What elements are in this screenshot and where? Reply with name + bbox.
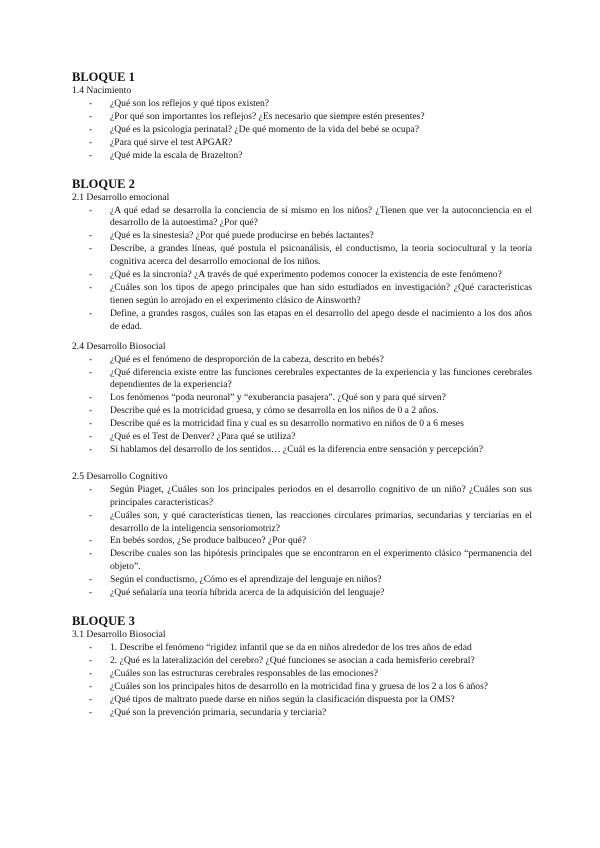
section-heading: 2.4 Desarrollo Biosocial (72, 340, 166, 352)
section-heading: 3.1 Desarrollo Biosocial (72, 629, 166, 640)
list-item (72, 418, 532, 431)
list-item (72, 642, 532, 655)
list-item (72, 124, 532, 137)
question-text: Según el conductismo, ¿Cómo es el aprendizaje del lenguaje en niños? (110, 574, 382, 586)
bullet-dash: - (89, 654, 93, 666)
spacer (72, 457, 532, 471)
question-text: Si hablamos del desarrollo de los sentidos… ¿Cuál es la diferencia entre sensación y percepción? (110, 443, 483, 455)
bloque-title: BLOQUE 2 (72, 176, 135, 191)
list-item (72, 282, 532, 308)
bullet-dash: - (89, 269, 93, 281)
question-text: 1. Describe el fenómeno “rigidez infantil que se da en niños alrededor de los tres años de edad (110, 642, 472, 653)
list-item (72, 367, 532, 393)
question-text: ¿Qué es el Test de Denver? ¿Para qué se utiliza? (110, 431, 296, 443)
question-text: ¿Qué son los reflejos y qué tipos existen? (110, 98, 270, 109)
question-text: Describe qué es la motricidad fina y cual es su desarrollo normativo en niños de 0 a 6 meses (110, 418, 464, 430)
section-heading: 2.1 Desarrollo emocional (72, 191, 170, 203)
spacer (72, 600, 532, 614)
list-item (72, 681, 532, 694)
bullet-dash: - (89, 98, 93, 109)
bullet-dash: - (89, 405, 93, 417)
bullet-dash: - (89, 574, 93, 586)
question-text: Define, a grandes rasgos, cuáles son las etapas en el desarrollo del apego desde el nacimiento a los dos años de edad. (110, 307, 532, 332)
bullet-dash: - (89, 535, 93, 547)
question-text: En bebés sordos, ¿Se produce balbuceo? ¿Por qué? (110, 535, 307, 547)
question-text: ¿Qué mide la escala de Brazelton? (110, 149, 243, 161)
question-text: ¿Qué es el fenómeno de desproporción de la cabeza, descrito en bebés? (110, 353, 384, 365)
list-item (72, 243, 532, 269)
bullet-dash: - (89, 483, 93, 495)
bullet-dash: - (89, 281, 93, 293)
question-text: Describe qué es la motricidad gruesa, y cómo se desarrolla en los niños de 0 a 2 años. (110, 405, 439, 417)
bullet-dash: - (89, 587, 93, 599)
question-text: Describe cuales son las hipótesis principales que se encontraron en el experimento clásico “permanencia del objeto”. (110, 548, 532, 573)
question-text: ¿Cuáles son las estructuras cerebrales responsables de las emociones? (110, 667, 378, 679)
list-item (72, 444, 532, 457)
question-text: ¿Qué son la prevención primaria, secundaria y terciaria? (110, 706, 327, 718)
list-item (72, 694, 532, 707)
question-text: ¿Cuáles son los principales hitos de desarrollo en la motricidad fina y gruesa de los 2 a los 6 años? (110, 680, 489, 692)
question-text: ¿Qué es la psicología perinatal? ¿De qué momento de la vida del bebé se ocupa? (110, 123, 420, 135)
bullet-dash: - (89, 509, 93, 521)
bullet-dash: - (89, 548, 93, 560)
bullet-dash: - (89, 431, 93, 443)
bullet-dash: - (89, 693, 93, 705)
bullet-dash: - (89, 443, 93, 455)
question-text: ¿Cuáles son, y qué características tienen, las reacciones circulares primarias, secundarias y terciarias en el desarrollo de la inteligencia sensoriomotriz? (110, 509, 532, 534)
bullet-dash: - (89, 230, 93, 242)
question-text: Describe, a grandes líneas, qué postula el psicoanálisis, el conductismo, la teoría sociocultural y la teoría cognitiva acerca del desarrollo emocional de los niños. (110, 243, 532, 268)
bullet-dash: - (89, 123, 93, 135)
list-item (72, 574, 532, 587)
question-text: Según Piaget, ¿Cuáles son los principales periodos en el desarrollo cognitivo de un niño? ¿Cuáles son sus principales características? (110, 483, 532, 508)
list-item (72, 668, 532, 681)
question-text: ¿Qué es la sinestesia? ¿Por qué puede producirse en bebés lactantes? (110, 230, 374, 242)
list-item (72, 510, 532, 536)
list-item (72, 308, 532, 334)
question-text: ¿Qué señalaría una teoría híbrida acerca de la adquisición del lenguaje? (110, 587, 385, 599)
list-item (72, 655, 532, 668)
list-item (72, 98, 532, 111)
list-item (72, 392, 532, 405)
question-list (72, 98, 532, 163)
section-heading: 2.5 Desarrollo Cognitivo (72, 470, 168, 482)
question-text: Los fenómenos “poda neuronal” y “exuberancia pasajera”. ¿Qué son y para qué sirven? (110, 392, 446, 404)
list-item (72, 535, 532, 548)
list-item (72, 354, 532, 367)
list-item (72, 111, 532, 124)
bloque-title: BLOQUE 1 (72, 70, 135, 84)
list-item (72, 707, 532, 720)
question-text: ¿Cuáles son los tipos de apego principales que han sido estudiados en investigación? ¿Qué características tienen según lo arrojado en el experimento clásico de Ainsworth? (110, 281, 532, 306)
bullet-dash: - (89, 680, 93, 692)
question-list (72, 205, 532, 334)
question-text: ¿Qué diferencia existe entre las funciones cerebrales expectantes de la experiencia y las funciones cerebrales dependientes de la experiencia? (110, 366, 532, 391)
bullet-dash: - (89, 110, 93, 122)
bullet-dash: - (89, 642, 93, 653)
question-list (72, 484, 532, 600)
list-item (72, 587, 532, 600)
bloque-title: BLOQUE 3 (72, 614, 135, 628)
list-item (72, 230, 532, 243)
question-text: 2. ¿Qué es la lateralización del cerebro? ¿Qué funciones se asocian a cada hemisferio cerebral? (110, 654, 475, 666)
question-list (72, 642, 532, 719)
question-text: ¿Qué tipos de maltrato puede darse en niños según la clasificación dispuesta por la OMS? (110, 693, 455, 705)
list-item (72, 269, 532, 282)
question-text: ¿Para qué sirve el test APGAR? (110, 136, 233, 148)
list-item (72, 150, 532, 163)
bullet-dash: - (89, 667, 93, 679)
bullet-dash: - (89, 149, 93, 161)
bullet-dash: - (89, 366, 93, 378)
question-text: ¿Por qué son importantes los reflejos? ¿Es necesario que siempre estén presentes? (110, 110, 425, 122)
spacer (72, 163, 532, 177)
bullet-dash: - (89, 353, 93, 365)
bullet-dash: - (89, 136, 93, 148)
section-heading: 1.4 Nacimiento (72, 85, 132, 96)
document-page (72, 70, 532, 719)
bullet-dash: - (89, 204, 93, 216)
list-item (72, 548, 532, 574)
question-text: ¿Qué es la sincronía? ¿A través de qué experimento podemos conocer la existencia de este fenómeno? (110, 269, 502, 281)
bullet-dash: - (89, 392, 93, 404)
question-list (72, 354, 532, 457)
bullet-dash: - (89, 243, 93, 255)
list-item (72, 137, 532, 150)
bullet-dash: - (89, 307, 93, 319)
question-text: ¿A qué edad se desarrolla la conciencia de sí mismo en los niños? ¿Tienen que ver la autoconciencia en el desarrollo de la autoestima? ¿Por qué? (110, 204, 532, 229)
list-item (72, 205, 532, 231)
list-item (72, 431, 532, 444)
bullet-dash: - (89, 418, 93, 430)
list-item (72, 405, 532, 418)
bullet-dash: - (89, 706, 93, 718)
spacer (72, 334, 532, 341)
list-item (72, 484, 532, 510)
